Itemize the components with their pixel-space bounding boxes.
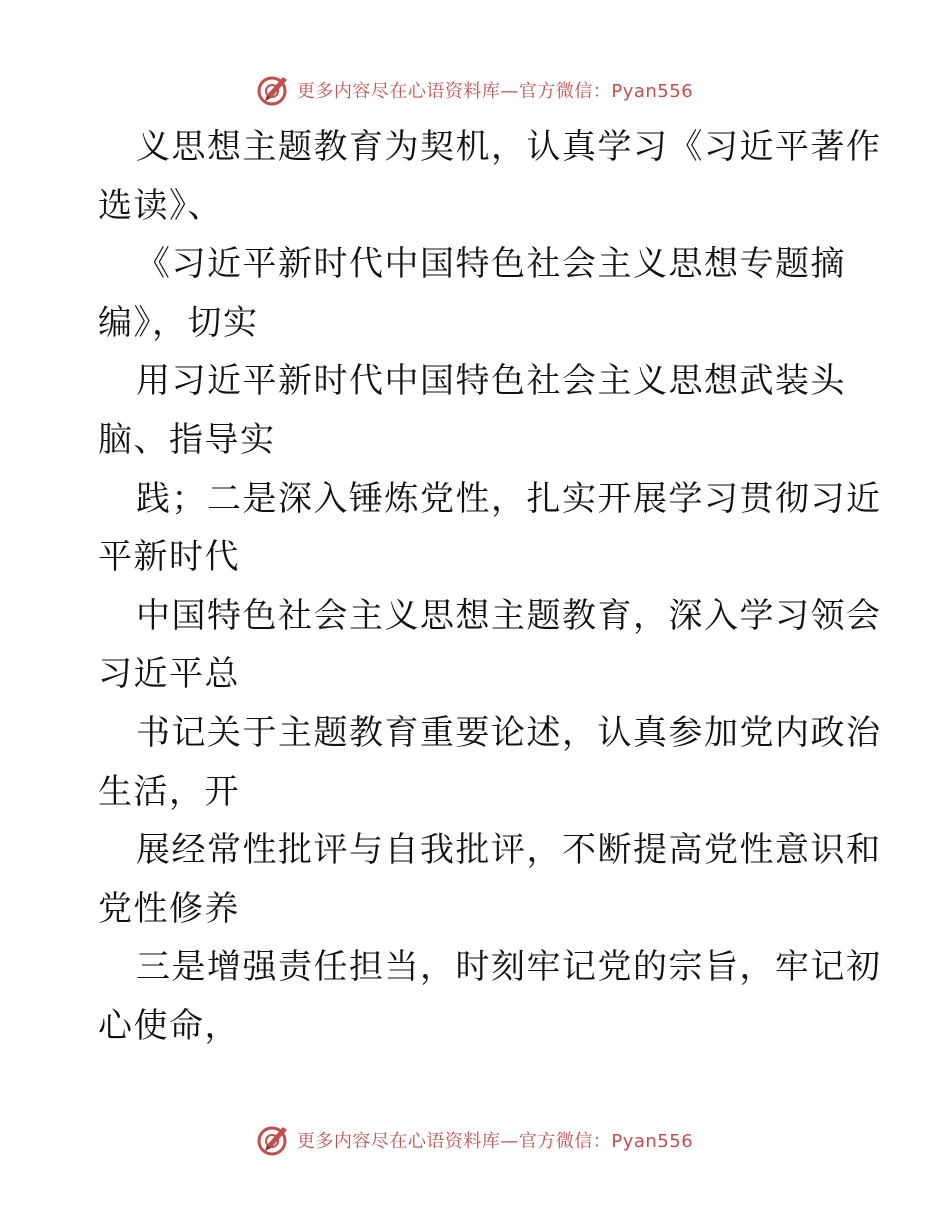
document-body xyxy=(98,118,882,1056)
body-line: 脑、指导实 xyxy=(98,419,276,460)
pen-logo-icon xyxy=(257,1123,291,1157)
body-line: 习近平总 xyxy=(98,654,240,695)
body-line: 中国特色社会主义思想主题教育，深入学习领会 xyxy=(136,595,882,636)
header-banner xyxy=(0,70,950,110)
pen-logo-icon xyxy=(257,73,291,107)
body-line: 选读》、 xyxy=(98,185,223,226)
body-line: 心使命， xyxy=(98,1005,240,1046)
body-line: 平新时代 xyxy=(98,537,240,578)
body-line: 书记关于主题教育重要论述，认真参加党内政治 xyxy=(136,712,882,753)
body-line: 编》，切实 xyxy=(98,302,259,343)
footer-banner-text: 更多内容尽在心语资料库—官方微信：Pyan556 xyxy=(296,1131,694,1152)
header-banner-text: 更多内容尽在心语资料库—官方微信：Pyan556 xyxy=(296,81,694,102)
footer-banner xyxy=(0,1120,950,1160)
body-line: 《习近平新时代中国特色社会主义思想专题摘 xyxy=(136,244,846,285)
body-line: 义思想主题教育为契机，认真学习《习近平著作 xyxy=(136,127,882,167)
body-line: 践；二是深入锤炼党性，扎实开展学习贯彻习近 xyxy=(136,478,882,519)
body-line: 展经常性批评与自我批评，不断提高党性意识和 xyxy=(136,830,882,871)
body-line: 用习近平新时代中国特色社会主义思想武装头 xyxy=(136,361,846,402)
body-line: 生活，开 xyxy=(98,771,240,812)
body-line: 党性修养 xyxy=(98,888,240,929)
body-line: 三是增强责任担当，时刻牢记党的宗旨，牢记初 xyxy=(136,947,882,988)
